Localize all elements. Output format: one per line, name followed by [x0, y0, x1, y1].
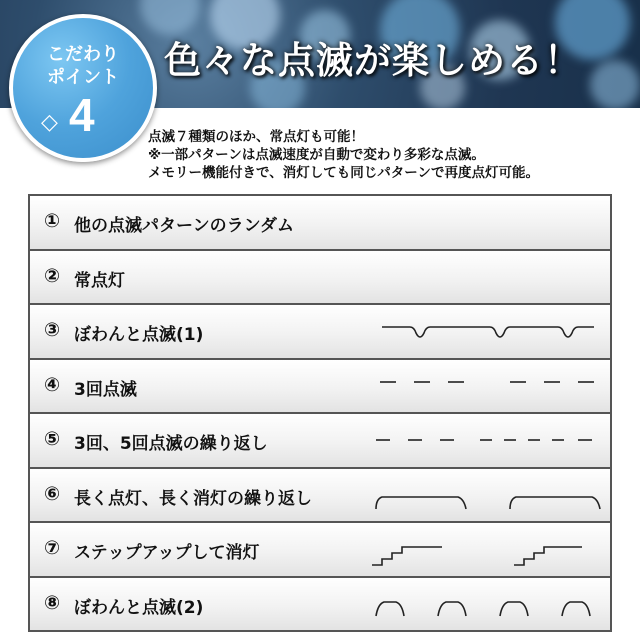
- three-flash-waveform-icon: [342, 368, 602, 408]
- description-line: ※一部パターンは点滅速度が自動で変わり多彩な点滅。: [148, 147, 485, 163]
- pattern-row: [28, 469, 612, 524]
- pattern-number: ⑦: [44, 537, 61, 559]
- pattern-row: [28, 414, 612, 469]
- pattern-label: 他の点滅パターンのランダム: [74, 216, 294, 236]
- pattern-number: ⑤: [44, 428, 61, 450]
- badge-line-1: こだわり: [47, 44, 119, 65]
- pattern-label: 長く点灯、長く消灯の繰り返し: [74, 488, 312, 509]
- pattern-row: [28, 523, 612, 578]
- pattern-label: ぼわんと点滅(2): [74, 597, 204, 618]
- pattern-label: ステップアップして消灯: [74, 543, 260, 563]
- pattern-number: ②: [44, 264, 61, 287]
- description-line: メモリー機能付きで、消灯しても同じパターンで再度点灯可能。: [148, 165, 539, 181]
- long-on-off-waveform-icon: [342, 477, 602, 517]
- pattern-label: 3回点滅: [74, 379, 137, 400]
- pattern-row: [28, 360, 612, 415]
- pattern-number: ⑧: [44, 591, 61, 614]
- pattern-number: ①: [44, 210, 61, 232]
- pattern-row: [28, 578, 612, 633]
- pattern-number: ⑥: [44, 482, 61, 505]
- bokeh-light: [590, 60, 640, 108]
- pattern-label: 3回、5回点滅の繰り返し: [74, 434, 268, 454]
- three-five-flash-waveform-icon: [342, 422, 602, 462]
- description: [148, 128, 638, 182]
- pattern-list: [28, 194, 612, 632]
- badge-number: 4: [69, 89, 95, 141]
- pattern-row: [28, 251, 612, 306]
- pattern-row: [28, 196, 612, 251]
- badge-line-2: ポイント: [47, 67, 119, 88]
- point-badge: [9, 14, 157, 162]
- pattern-number: ③: [44, 319, 61, 341]
- bump-waveform-icon: [342, 586, 602, 626]
- pattern-number: ④: [44, 373, 61, 396]
- pattern-label: ぼわんと点滅(1): [74, 325, 204, 345]
- diamond-icon: ◇: [41, 110, 58, 135]
- step-up-waveform-icon: [342, 531, 602, 571]
- pattern-row: [28, 305, 612, 360]
- dip-waveform-icon: [342, 313, 602, 353]
- pattern-label: 常点灯: [74, 270, 125, 291]
- page-title: 色々な点滅が楽しめる！: [164, 39, 582, 82]
- description-line: 点滅７種類のほか、常点灯も可能！: [148, 129, 364, 145]
